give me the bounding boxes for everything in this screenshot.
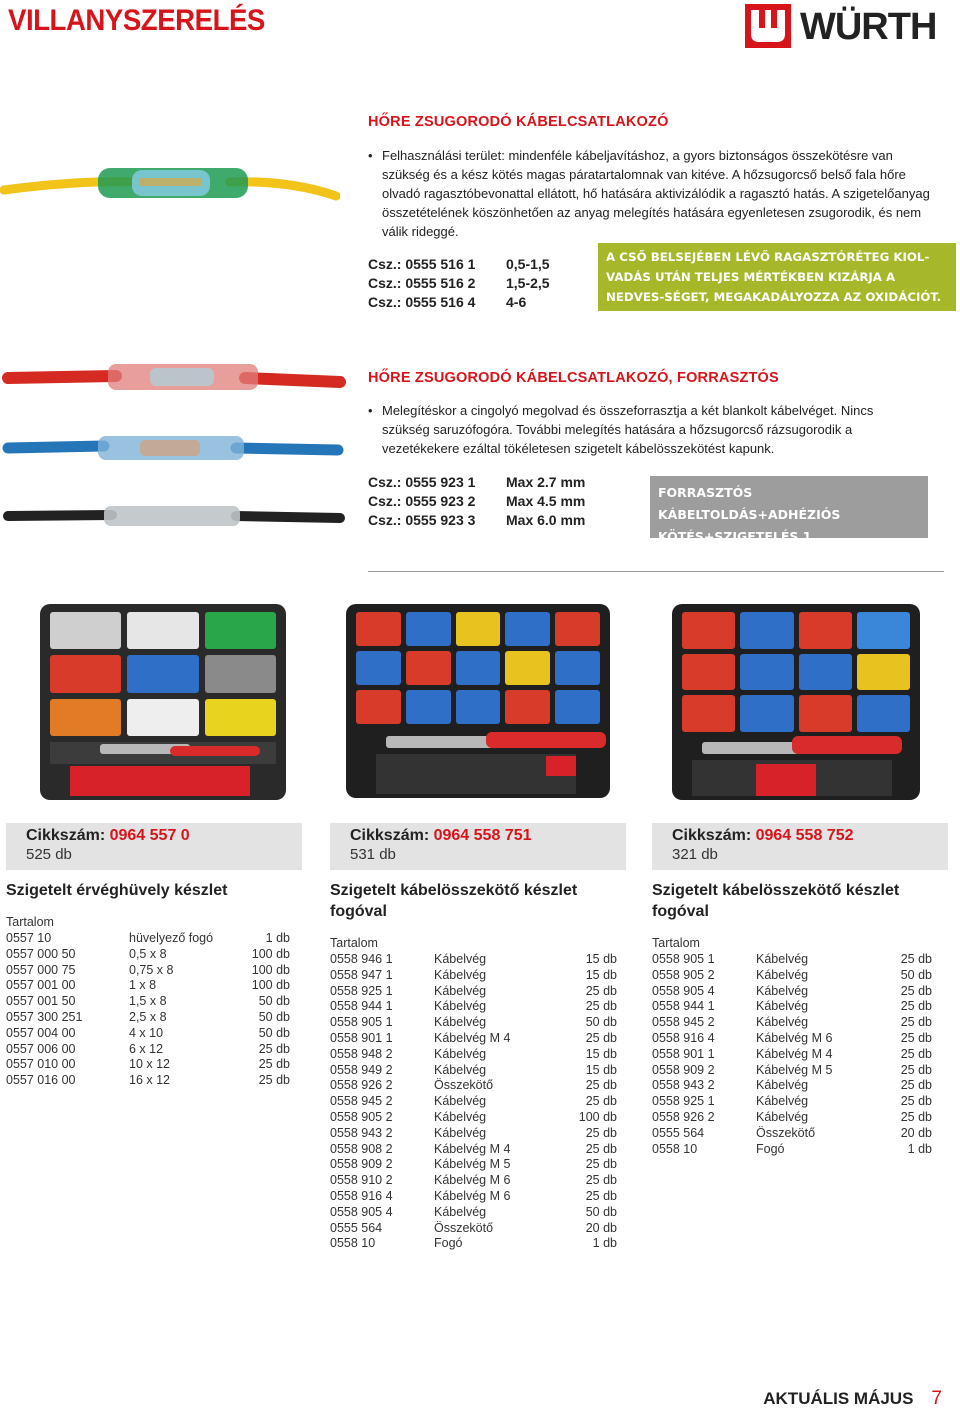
- item-quantity: 100 db: [578, 1109, 617, 1124]
- item-description: Kábelvég: [756, 1015, 809, 1030]
- table-row: [652, 1047, 932, 1063]
- item-description: Kábelvég: [434, 1204, 487, 1219]
- item-description: Kábelvég M 4: [434, 1141, 511, 1156]
- kit1-article: Cikkszám: 0964 557 0: [26, 827, 190, 844]
- code-row: Csz.: 0555 516 1 0,5-1,5: [368, 256, 550, 272]
- item-description: Kábelvég: [434, 999, 487, 1014]
- item-quantity: 25 db: [585, 999, 617, 1014]
- item-description: Fogó: [434, 1236, 463, 1251]
- table-row: [652, 1126, 932, 1142]
- item-quantity: 50 db: [258, 1025, 290, 1040]
- item-code: 0558 926 2: [652, 1109, 715, 1124]
- item-code: 0558 946 1: [330, 952, 393, 966]
- table-row: [6, 994, 290, 1010]
- item-quantity: 25 db: [900, 1062, 932, 1077]
- item-code: 0558 944 1: [652, 999, 715, 1014]
- code-row: Csz.: 0555 516 2 1,5-2,5: [368, 275, 550, 291]
- table-row: [330, 1221, 617, 1237]
- item-description: Kábelvég: [434, 1015, 487, 1030]
- item-description: 1 x 8: [129, 978, 157, 993]
- item-description: Kábelvég: [756, 967, 809, 982]
- item-code: 0555 564: [330, 1220, 383, 1235]
- item-quantity: 25 db: [900, 1046, 932, 1061]
- item-quantity: 25 db: [585, 1094, 617, 1109]
- item-code: 0557 000 50: [6, 946, 76, 961]
- item-quantity: 15 db: [585, 1046, 617, 1061]
- item-description: hüvelyező fogó: [129, 931, 214, 945]
- item-description: Kábelvég M 6: [756, 1030, 833, 1045]
- code-row: Csz.: 0555 923 2 Max 4.5 mm: [368, 493, 586, 509]
- table-row: [330, 1031, 617, 1047]
- item-quantity: 15 db: [585, 967, 617, 982]
- table-row: [652, 984, 932, 1000]
- item-code: 0558 948 2: [330, 1046, 393, 1061]
- item-quantity: 25 db: [258, 1073, 290, 1088]
- table-row: [330, 1173, 617, 1189]
- section2-bullet: • Melegítéskor a cingolyó megolvad és összeforrasztja a két blankolt kábelvéget. Nincs szükség saruzófogóra. További melegítés hatására a hőzsugorcső rázsugorodik a vezetékekere ezáltal tökéletesen szigetelt kábelösszekötést kapunk.: [382, 401, 922, 458]
- item-code: 0558 909 2: [330, 1157, 393, 1172]
- item-code: 0558 10: [652, 1141, 698, 1156]
- item-code: 0558 947 1: [330, 967, 393, 982]
- item-quantity: 25 db: [585, 1078, 617, 1093]
- item-quantity: 100 db: [251, 978, 290, 993]
- item-quantity: 50 db: [585, 1015, 617, 1030]
- table-row: [652, 999, 932, 1015]
- table-row: [652, 1142, 932, 1158]
- item-description: Kábelvég: [756, 1078, 809, 1093]
- item-code: 0558 905 2: [652, 967, 715, 982]
- item-description: Kábelvég: [434, 952, 487, 966]
- item-description: 10 x 12: [129, 1057, 171, 1072]
- section1-bullet: • Felhasználási terület: mindenféle kábeljavításhoz, a gyors biztonságos összekötésre van szükség és a kész kötés magas páratartalomnak van kitéve. A hőzsugorcső belső fala hőre olvadó ragasztóbevonattal ellátott, hő hatására aktivizálódik a ragasztó hatás. A szigetelőanyag összetételének köszönhetően az anyag melegítés hatására egyenletesen zsugorodik, és nem válik rideggé.: [382, 146, 942, 241]
- table-row: [330, 1110, 617, 1126]
- section1-description: [368, 146, 942, 241]
- item-description: 6 x 12: [129, 1041, 164, 1056]
- item-code: 0558 910 2: [330, 1173, 393, 1188]
- kit3-case-image: [672, 604, 920, 800]
- table-row: [652, 1094, 932, 1110]
- table-row: [330, 968, 617, 984]
- item-quantity: 50 db: [900, 967, 932, 982]
- item-quantity: 25 db: [900, 983, 932, 998]
- section1-codes: [368, 255, 550, 312]
- footer-issue: AKTUÁLIS MÁJUS: [763, 1389, 914, 1408]
- item-code: 0558 943 2: [652, 1078, 715, 1093]
- solder-connector-image: [0, 360, 350, 530]
- item-quantity: 25 db: [900, 1030, 932, 1045]
- table-row: [6, 1026, 290, 1042]
- table-row: [330, 1015, 617, 1031]
- kit3-article-number: 0964 558 752: [755, 827, 854, 844]
- item-quantity: 1 db: [265, 931, 290, 945]
- item-quantity: 100 db: [251, 962, 290, 977]
- table-row: [6, 1010, 290, 1026]
- item-quantity: 25 db: [258, 1041, 290, 1056]
- item-code: 0558 905 1: [330, 1015, 393, 1030]
- table-row: [330, 1047, 617, 1063]
- kit2-count: 531 db: [350, 846, 396, 863]
- item-code: 0558 945 2: [330, 1094, 393, 1109]
- item-quantity: 25 db: [900, 1109, 932, 1124]
- table-row: [330, 1205, 617, 1221]
- section2-description: [368, 401, 922, 458]
- kit3-article: Cikkszám: 0964 558 752: [672, 827, 854, 844]
- table-row: [6, 1042, 290, 1058]
- table-row: [652, 1015, 932, 1031]
- item-quantity: 25 db: [585, 1157, 617, 1172]
- wurth-logo-icon: [745, 4, 791, 48]
- kit1-case-image: [40, 604, 286, 800]
- item-description: 2,5 x 8: [129, 1009, 167, 1024]
- item-description: Kábelvég: [434, 1109, 487, 1124]
- brand-name: WÜRTH: [800, 6, 937, 48]
- table-row: [6, 947, 290, 963]
- item-code: 0557 010 00: [6, 1057, 76, 1072]
- item-quantity: 25 db: [258, 1057, 290, 1072]
- footer: [763, 1388, 942, 1410]
- table-row: [6, 978, 290, 994]
- table-row: [652, 1063, 932, 1079]
- item-description: 0,75 x 8: [129, 962, 174, 977]
- item-code: 0557 006 00: [6, 1041, 76, 1056]
- item-description: Kábelvég M 5: [756, 1062, 833, 1077]
- table-row: [652, 1110, 932, 1126]
- item-description: Kábelvég: [434, 983, 487, 998]
- code-row: Csz.: 0555 923 3 Max 6.0 mm: [368, 512, 586, 528]
- table-row: [6, 1057, 290, 1073]
- kit2-article: Cikkszám: 0964 558 751: [350, 827, 532, 844]
- item-quantity: 25 db: [585, 1188, 617, 1203]
- table-row: [330, 1094, 617, 1110]
- table-row: [330, 1157, 617, 1173]
- section1-title: HŐRE ZSUGORODÓ KÁBELCSATLAKOZÓ: [368, 114, 669, 130]
- item-description: Összekötő: [756, 1125, 816, 1140]
- item-description: 16 x 12: [129, 1073, 171, 1088]
- kit1-contents-label: Tartalom: [6, 915, 54, 929]
- table-row: [6, 931, 290, 947]
- item-code: 0558 916 4: [652, 1030, 715, 1045]
- item-code: 0558 943 2: [330, 1125, 393, 1140]
- table-row: [330, 999, 617, 1015]
- divider: [368, 571, 944, 572]
- item-description: Kábelvég: [434, 1046, 487, 1061]
- section2-codes: [368, 473, 585, 530]
- item-code: 0558 905 2: [330, 1109, 393, 1124]
- item-code: 0558 901 1: [652, 1046, 715, 1061]
- kit2-contents-label: Tartalom: [330, 936, 378, 950]
- kit3-header: [652, 823, 948, 870]
- table-row: [652, 1031, 932, 1047]
- kit3-count: 321 db: [672, 846, 718, 863]
- item-description: Kábelvég M 6: [434, 1173, 511, 1188]
- table-row: [330, 984, 617, 1000]
- item-quantity: 25 db: [900, 1078, 932, 1093]
- item-quantity: 20 db: [900, 1125, 932, 1140]
- table-row: [330, 952, 617, 968]
- item-quantity: 15 db: [585, 952, 617, 966]
- item-code: 0558 925 1: [330, 983, 393, 998]
- item-code: 0555 564: [652, 1125, 705, 1140]
- table-row: [652, 1078, 932, 1094]
- item-description: 4 x 10: [129, 1025, 164, 1040]
- item-code: 0558 10: [330, 1236, 376, 1251]
- item-description: Kábelvég: [756, 999, 809, 1014]
- item-quantity: 25 db: [585, 1125, 617, 1140]
- item-code: 0558 905 4: [330, 1204, 393, 1219]
- kit1-contents-table: [6, 931, 290, 1089]
- item-quantity: 25 db: [900, 1015, 932, 1030]
- item-quantity: 50 db: [258, 994, 290, 1009]
- kit3-title: Szigetelt kábelösszekötő készlet fogóval: [652, 882, 900, 920]
- kit1-article-number: 0964 557 0: [109, 827, 190, 844]
- kit2-contents-table: [330, 952, 617, 1252]
- item-quantity: 15 db: [585, 1062, 617, 1077]
- section2-callout: FORRASZTÓS KÁBELTOLDÁS+ADHÉZIÓS KÖTÉS+SZIGETELÉS 1 MUNKAFÁZISBAN: [650, 476, 928, 538]
- table-row: [6, 963, 290, 979]
- wurth-logo: [745, 4, 950, 48]
- item-code: 0557 300 251: [6, 1009, 83, 1024]
- code-row: Csz.: 0555 516 4 4-6: [368, 294, 527, 310]
- item-description: Kábelvég: [434, 1094, 487, 1109]
- item-quantity: 25 db: [900, 999, 932, 1014]
- kit1-title: Szigetelt érvéghüvely készlet: [6, 882, 228, 899]
- item-description: Összekötő: [434, 1078, 494, 1093]
- item-code: 0558 944 1: [330, 999, 393, 1014]
- item-code: 0558 926 2: [330, 1078, 393, 1093]
- item-quantity: 100 db: [251, 946, 290, 961]
- item-code: 0557 016 00: [6, 1073, 76, 1088]
- item-quantity: 1 db: [907, 1141, 932, 1156]
- item-quantity: 20 db: [585, 1220, 617, 1235]
- item-description: 1,5 x 8: [129, 994, 167, 1009]
- item-code: 0558 949 2: [330, 1062, 393, 1077]
- item-code: 0558 908 2: [330, 1141, 393, 1156]
- item-code: 0558 916 4: [330, 1188, 393, 1203]
- kit1-count: 525 db: [26, 846, 72, 863]
- item-quantity: 50 db: [585, 1204, 617, 1219]
- table-row: [652, 952, 932, 968]
- kit2-title: Szigetelt kábelösszekötő készlet fogóval: [330, 882, 578, 920]
- section1-callout: A CSŐ BELSEJÉBEN LÉVŐ RAGASZTÓRÉTEG KIOL-VADÁS UTÁN TELJES MÉRTÉKBEN KIZÁRJA A NEDVES-SÉGET, MEGAKADÁLYOZZA AZ OXIDÁCIÓT.: [598, 243, 956, 311]
- item-description: Kábelvég: [756, 952, 809, 966]
- kit2-header: [330, 823, 626, 870]
- table-row: [6, 1073, 290, 1089]
- item-quantity: 25 db: [900, 1094, 932, 1109]
- table-row: [330, 1126, 617, 1142]
- item-description: Kábelvég M 4: [434, 1030, 511, 1045]
- item-description: Kábelvég: [756, 983, 809, 998]
- item-quantity: 25 db: [585, 1173, 617, 1188]
- item-code: 0558 901 1: [330, 1030, 393, 1045]
- item-description: Kábelvég: [434, 1125, 487, 1140]
- item-quantity: 25 db: [585, 1030, 617, 1045]
- table-row: [330, 1078, 617, 1094]
- item-code: 0558 909 2: [652, 1062, 715, 1077]
- item-code: 0558 945 2: [652, 1015, 715, 1030]
- item-description: Kábelvég M 4: [756, 1046, 833, 1061]
- section2-title: HŐRE ZSUGORODÓ KÁBELCSATLAKOZÓ, FORRASZTÓS: [368, 370, 779, 386]
- item-code: 0557 000 75: [6, 962, 76, 977]
- item-description: Kábelvég: [434, 1062, 487, 1077]
- table-row: [330, 1189, 617, 1205]
- page-title: VILLANYSZERELÉS: [8, 4, 265, 37]
- item-description: Kábelvég: [756, 1094, 809, 1109]
- item-quantity: 25 db: [585, 983, 617, 998]
- item-code: 0558 905 4: [652, 983, 715, 998]
- item-quantity: 50 db: [258, 1009, 290, 1024]
- item-quantity: 25 db: [900, 952, 932, 966]
- kit3-contents-table: [652, 952, 932, 1157]
- item-code: 0557 001 50: [6, 994, 76, 1009]
- item-code: 0558 925 1: [652, 1094, 715, 1109]
- item-code: 0557 004 00: [6, 1025, 76, 1040]
- heat-shrink-connector-image: [0, 150, 340, 220]
- kit1-header: [6, 823, 302, 870]
- item-description: Kábelvég: [434, 967, 487, 982]
- kit2-case-image: [346, 604, 610, 798]
- table-row: [330, 1236, 617, 1252]
- item-description: Kábelvég: [756, 1109, 809, 1124]
- item-description: Kábelvég M 6: [434, 1188, 511, 1203]
- kit2-article-number: 0964 558 751: [433, 827, 532, 844]
- item-quantity: 1 db: [592, 1236, 617, 1251]
- item-description: Fogó: [756, 1141, 785, 1156]
- code-row: Csz.: 0555 923 1 Max 2.7 mm: [368, 474, 586, 490]
- item-code: 0557 001 00: [6, 978, 76, 993]
- kit3-contents-label: Tartalom: [652, 936, 700, 950]
- table-row: [652, 968, 932, 984]
- item-quantity: 25 db: [585, 1141, 617, 1156]
- item-description: Kábelvég M 5: [434, 1157, 511, 1172]
- page-number: 7: [931, 1388, 942, 1409]
- item-code: 0558 905 1: [652, 952, 715, 966]
- item-description: 0,5 x 8: [129, 946, 167, 961]
- table-row: [330, 1142, 617, 1158]
- item-description: Összekötő: [434, 1220, 494, 1235]
- table-row: [330, 1063, 617, 1079]
- item-code: 0557 10: [6, 931, 52, 945]
